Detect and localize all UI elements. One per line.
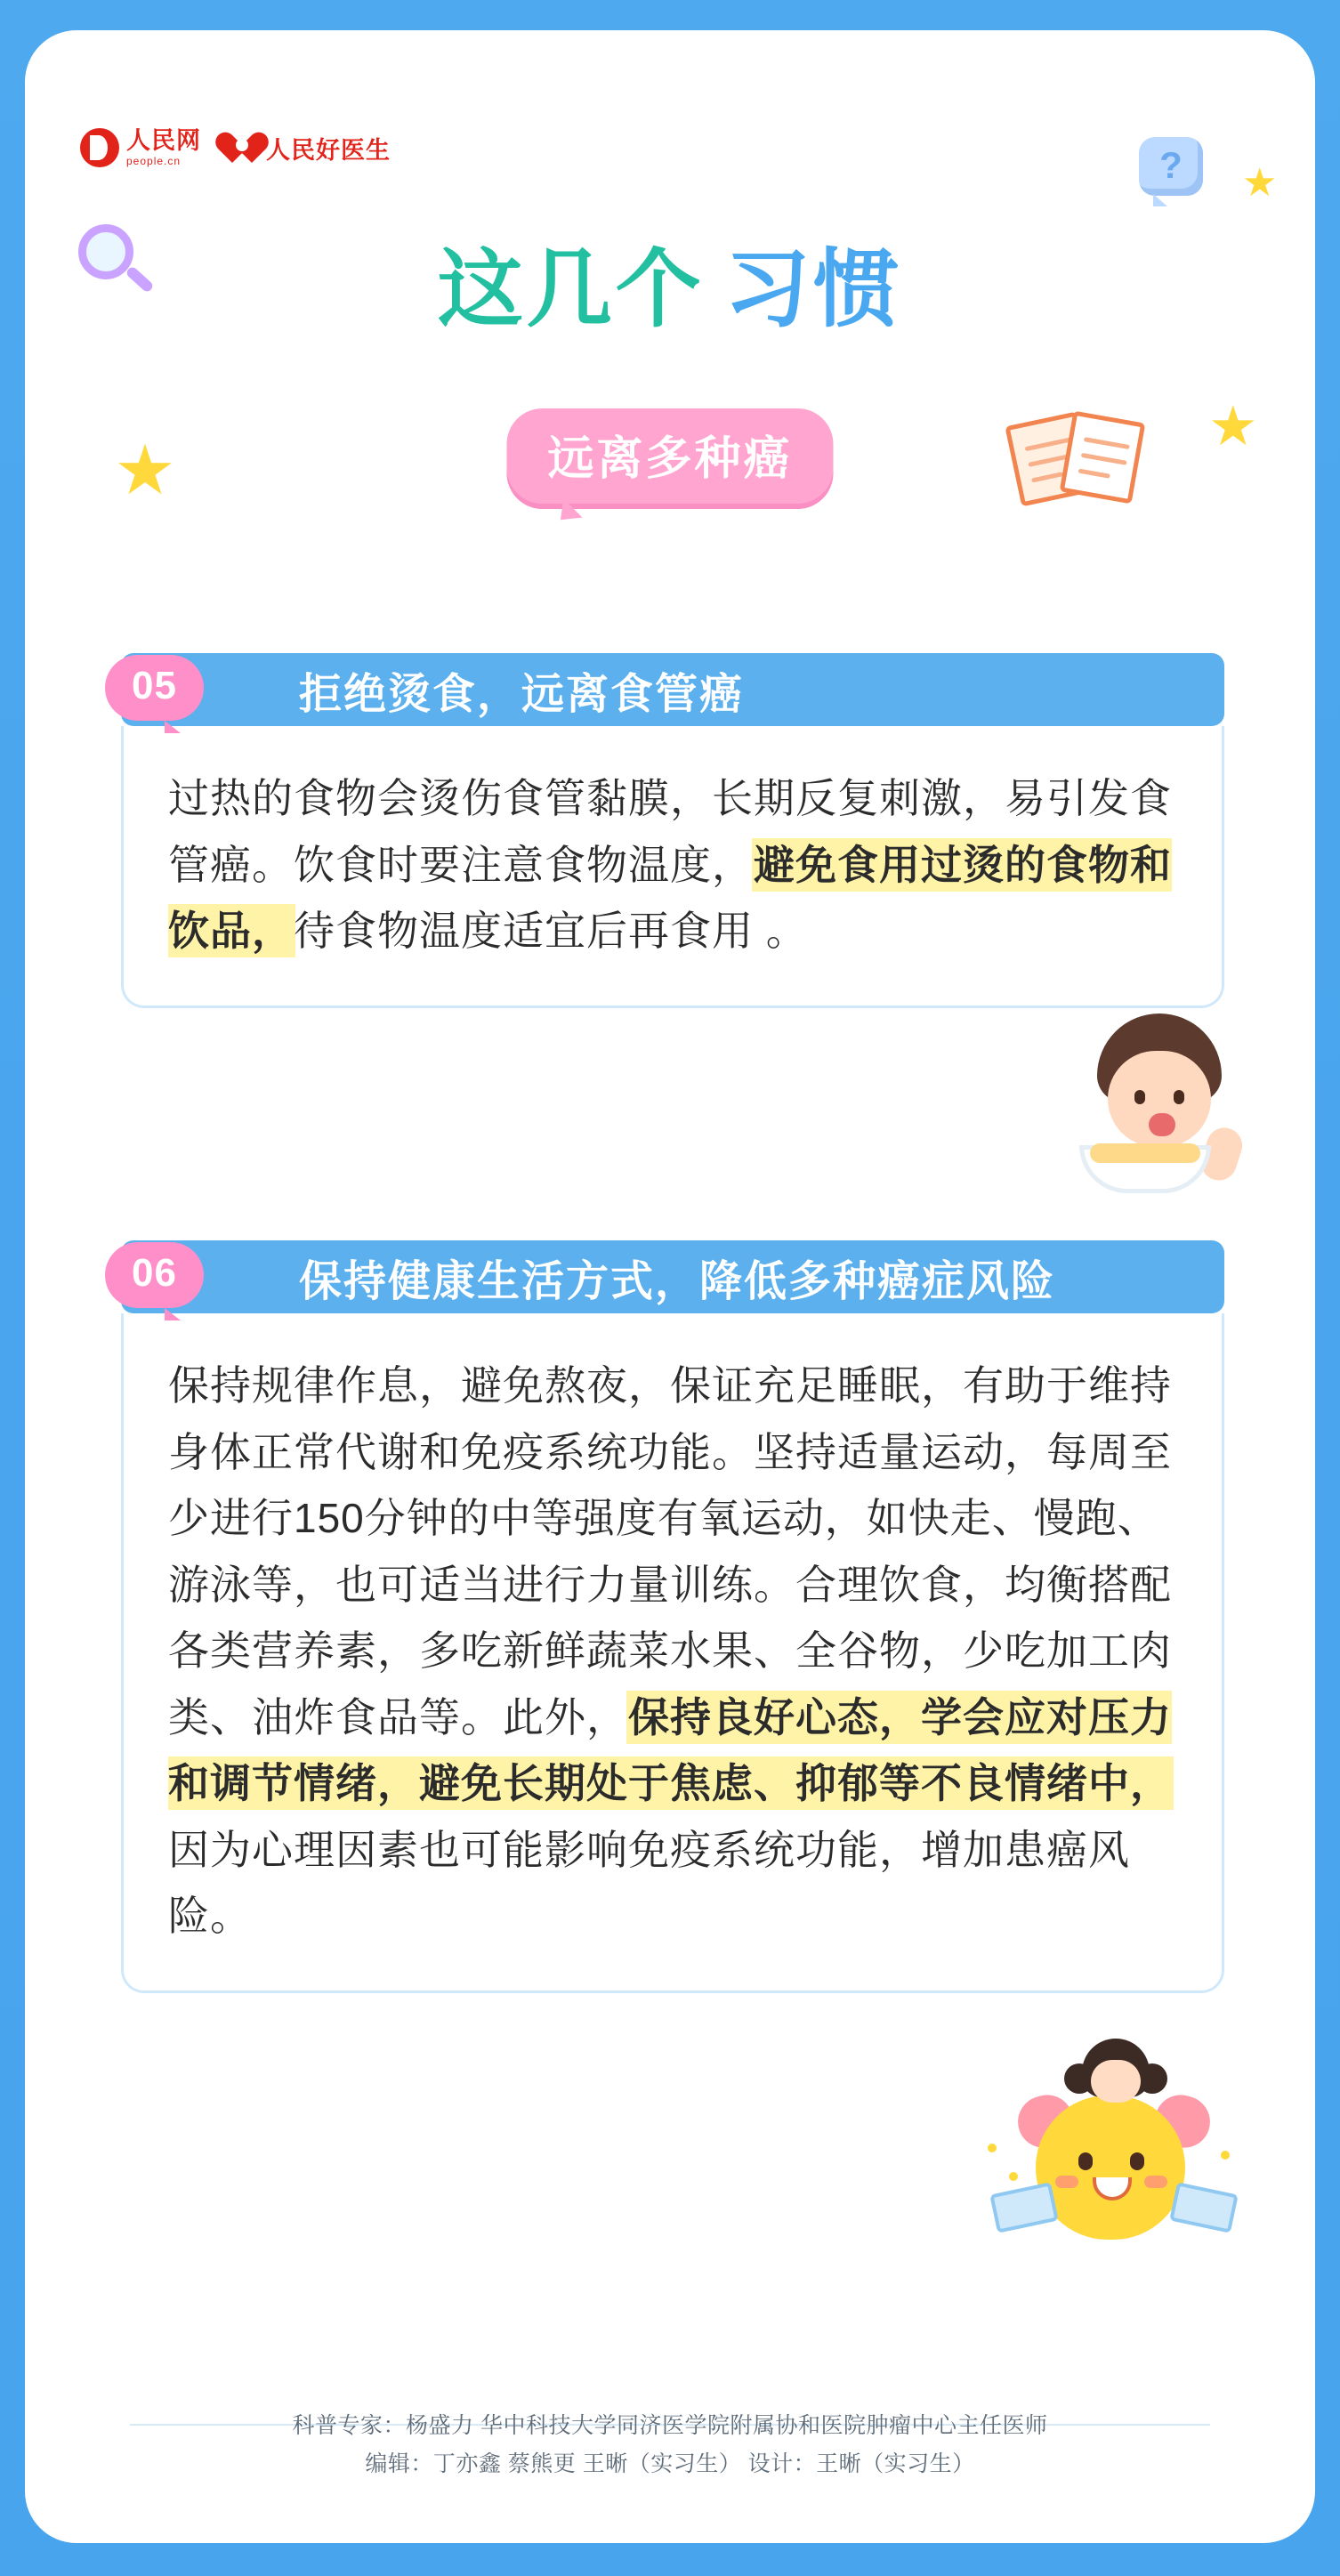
good-doctor-label: 人民好医生	[266, 136, 391, 164]
subtitle-label: 远离多种癌	[547, 433, 793, 485]
section-05-title: 拒绝烫食，远离食管癌	[299, 670, 745, 718]
poster-card	[25, 30, 1315, 2543]
text-run: 保持规律作息，避免熬夜，保证充足睡眠，有助于维持身体正常代谢和免疫系统功能。坚持适量运动，每周至少进行150分钟的中等强度有氧运动，如快走、慢跑、游泳等，也可适当进行力量训练。合理饮食，均衡搭配各类营养素，多吃新鲜蔬菜水果、全谷物，少吃加工肉类、油炸食品等。此外，	[168, 1362, 1172, 1740]
section-06-header	[121, 1240, 1224, 1313]
highlight-run: 避免食用过烫的食物和饮品，	[168, 841, 1172, 955]
footer	[25, 2407, 1315, 2483]
sun-child-reading-icon	[986, 2010, 1244, 2250]
section-06-paragraph	[168, 1353, 1177, 1950]
section-06	[121, 1240, 1224, 1993]
text-run: 过热的食物会烫伤食管黏膜，长期反复刺激，易引发食管癌。饮食时要注意食物温度，	[168, 775, 1172, 888]
people-logo-label: 人民网	[126, 127, 201, 154]
title-part-1: 这几个	[437, 242, 705, 337]
question-bubble-icon: ?	[1139, 137, 1203, 196]
brand-bar	[80, 128, 391, 167]
star-icon: ★	[1242, 161, 1278, 205]
people-logo[interactable]	[80, 128, 201, 167]
kid-eating-hot-food-icon	[1070, 1013, 1275, 1191]
section-05-header	[121, 653, 1224, 726]
people-logo-en: people.cn	[126, 155, 182, 167]
footer-line-2: 编辑：丁亦鑫 蔡熊更 王晰（实习生） 设计：王晰（实习生）	[365, 2451, 975, 2476]
subtitle-pill	[506, 408, 833, 504]
section-06-title: 保持健康生活方式，降低多种癌症风险	[299, 1257, 1056, 1305]
section-05-paragraph	[168, 765, 1177, 965]
section-05-number: 05	[105, 655, 204, 721]
page-title	[25, 222, 1315, 343]
section-06-body	[121, 1313, 1224, 1993]
highlight-run: 保持良好心态，学会应对压力和调节情绪，避免长期处于焦虑、抑郁等不良情绪中，	[168, 1693, 1172, 1807]
open-book-icon	[1011, 404, 1144, 511]
section-06-number: 06	[105, 1242, 204, 1308]
title-part-2: 习惯	[724, 242, 903, 337]
section-05	[121, 653, 1224, 1008]
people-logo-icon	[80, 128, 119, 167]
star-icon: ★	[114, 431, 176, 509]
text-run: 待食物温度适宜后再食用 。	[294, 908, 808, 955]
heart-icon	[224, 132, 260, 164]
good-doctor-logo[interactable]	[224, 131, 391, 166]
star-icon: ★	[1208, 396, 1258, 457]
text-run: 因为心理因素也可能影响免疫系统功能，增加患癌风险。	[168, 1826, 1130, 1940]
section-05-body	[121, 726, 1224, 1008]
footer-line-1: 科普专家：杨盛力 华中科技大学同济医学院附属协和医院肿瘤中心主任医师	[292, 2413, 1048, 2438]
